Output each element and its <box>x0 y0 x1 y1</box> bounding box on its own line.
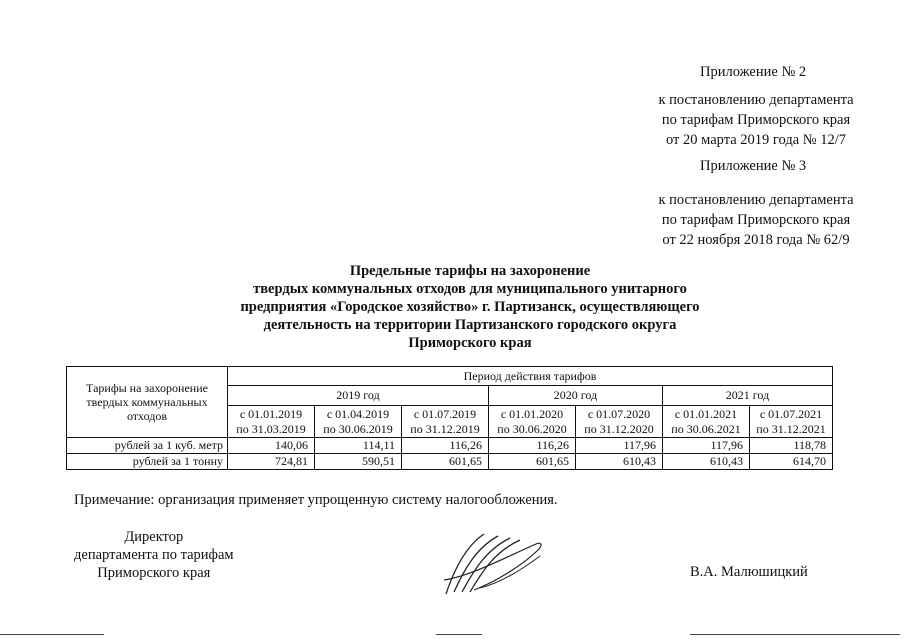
appendix-2-line: по тарифам Приморского края <box>661 112 851 128</box>
year-header: 2020 год <box>489 386 663 406</box>
period-start: с 01.07.2019 <box>413 406 477 421</box>
period-cell <box>576 406 663 438</box>
period-start: с 01.07.2020 <box>587 406 651 421</box>
appendix-2-line: к постановлению департамента <box>658 92 854 108</box>
appendix-3-line: от 22 ноября 2018 года № 62/9 <box>662 232 850 248</box>
tariff-value: 116,26 <box>489 438 576 454</box>
appendix-3-line: по тарифам Приморского края <box>661 212 851 228</box>
scan-edge-line <box>436 634 482 635</box>
period-end: по 31.03.2019 <box>236 421 306 436</box>
signatory-title-line: Директор <box>124 529 184 545</box>
signatory-title-line: Приморского края <box>97 565 211 581</box>
period-header: Период действия тарифов <box>228 367 833 386</box>
title-line: твердых коммунальных отходов для муниципального унитарного <box>253 281 687 297</box>
tariff-value: 117,96 <box>576 438 663 454</box>
period-cell <box>663 406 750 438</box>
tariff-table <box>66 366 833 470</box>
tax-note: Примечание: организация применяет упрощенную систему налогообложения. <box>74 492 558 508</box>
period-cell <box>750 406 833 438</box>
period-cell <box>489 406 576 438</box>
appendix-2-title: Приложение № 2 <box>700 64 807 80</box>
period-end: по 31.12.2020 <box>584 421 654 436</box>
period-cell <box>315 406 402 438</box>
tariff-value: 140,06 <box>228 438 315 454</box>
period-end: по 31.12.2021 <box>756 421 826 436</box>
tariff-value: 610,43 <box>663 454 750 470</box>
scan-edge-line <box>690 634 900 635</box>
signatory-title <box>74 528 234 582</box>
period-end: по 30.06.2019 <box>323 421 393 436</box>
period-start: с 01.07.2021 <box>759 406 823 421</box>
row-label: рублей за 1 тонну <box>67 454 228 470</box>
scan-edge-line <box>0 634 104 635</box>
tariff-value: 601,65 <box>489 454 576 470</box>
period-start: с 01.04.2019 <box>326 406 390 421</box>
tariff-value: 724,81 <box>228 454 315 470</box>
tariff-value: 116,26 <box>402 438 489 454</box>
year-header: 2019 год <box>228 386 489 406</box>
appendix-3-reference <box>645 190 867 250</box>
row-header-cell: Тарифы на захоронение твердых коммунальных отходов <box>67 367 228 438</box>
row-label: рублей за 1 куб. метр <box>67 438 228 454</box>
signatory-name: В.А. Малюшицкий <box>690 564 808 580</box>
appendix-3-line: к постановлению департамента <box>658 192 854 208</box>
period-start: с 01.01.2021 <box>674 406 738 421</box>
year-header: 2021 год <box>663 386 833 406</box>
appendix-2-reference <box>645 90 867 150</box>
period-cell <box>228 406 315 438</box>
tariff-value: 590,51 <box>315 454 402 470</box>
handwritten-signature <box>440 530 550 600</box>
title-line: Приморского края <box>408 335 532 351</box>
period-end: по 30.06.2020 <box>497 421 567 436</box>
tariff-value: 114,11 <box>315 438 402 454</box>
signatory-title-line: департамента по тарифам <box>74 547 234 563</box>
appendix-2-line: от 20 марта 2019 года № 12/7 <box>665 132 846 148</box>
period-end: по 31.12.2019 <box>410 421 480 436</box>
tariff-value: 117,96 <box>663 438 750 454</box>
tariff-value: 610,43 <box>576 454 663 470</box>
table-row <box>67 454 833 470</box>
period-end: по 30.06.2021 <box>671 421 741 436</box>
title-line: Предельные тарифы на захоронение <box>349 263 591 279</box>
tariff-value: 118,78 <box>750 438 833 454</box>
document-title <box>160 262 780 352</box>
title-line: предприятия «Городское хозяйство» г. Партизанск, осуществляющего <box>240 299 700 315</box>
appendix-3-title: Приложение № 3 <box>700 158 807 174</box>
period-cell <box>402 406 489 438</box>
tariff-value: 614,70 <box>750 454 833 470</box>
table-row <box>67 438 833 454</box>
title-line: деятельность на территории Партизанского городского округа <box>263 317 677 333</box>
tariff-value: 601,65 <box>402 454 489 470</box>
period-start: с 01.01.2019 <box>239 406 303 421</box>
period-start: с 01.01.2020 <box>500 406 564 421</box>
